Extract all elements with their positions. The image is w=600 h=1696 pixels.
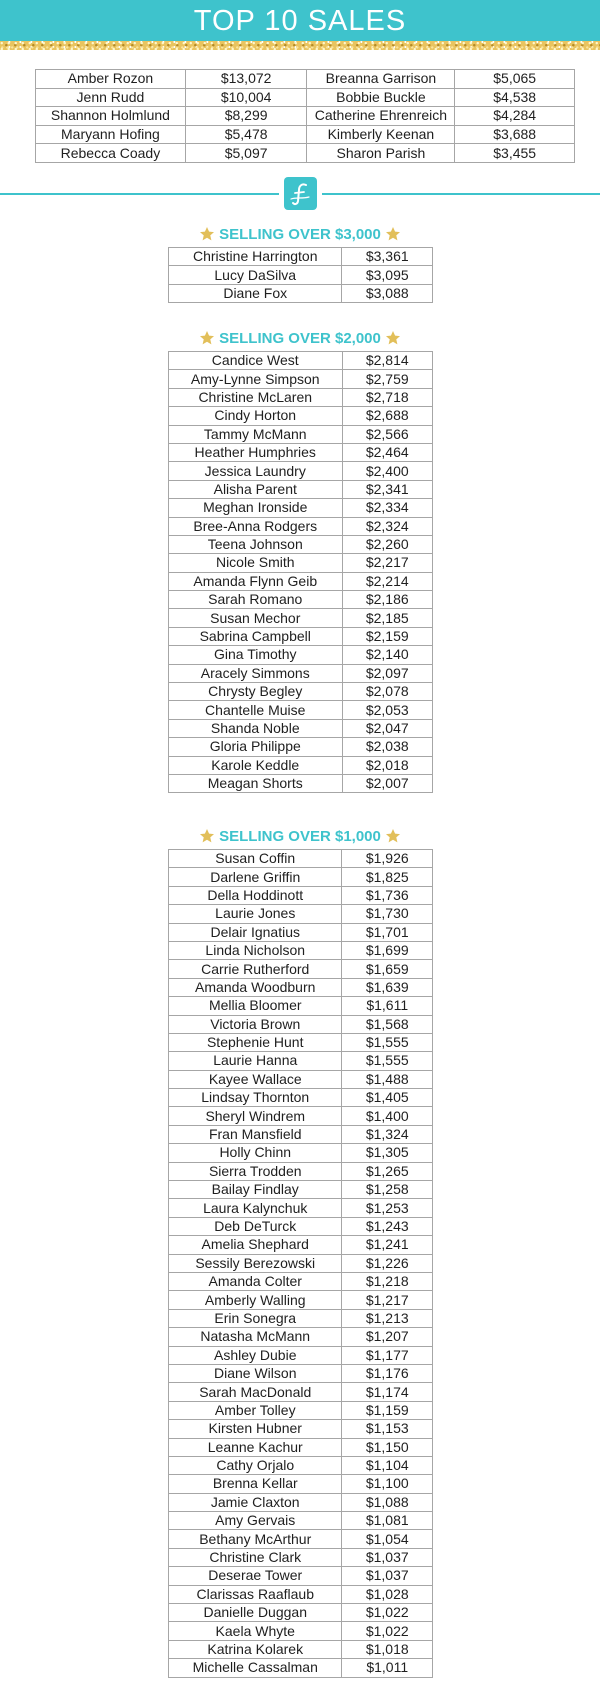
seller-name: Catherine Ehrenreich	[307, 107, 455, 126]
table-row	[169, 1181, 433, 1199]
table-row	[169, 683, 433, 701]
seller-name: Amanda Colter	[169, 1272, 342, 1290]
sales-amount: $2,140	[342, 646, 433, 664]
sales-amount: $1,104	[342, 1456, 433, 1474]
table-row	[169, 1438, 433, 1456]
seller-name: Amber Rozon	[36, 70, 186, 89]
sales-amount: $1,100	[342, 1475, 433, 1493]
seller-name: Clarissas Raaflaub	[169, 1585, 342, 1603]
divider-line-left	[0, 193, 279, 195]
sales-amount: $2,097	[342, 664, 433, 682]
seller-name: Amanda Woodburn	[169, 978, 342, 996]
table-row	[169, 499, 433, 517]
sales-amount: $8,299	[185, 107, 307, 126]
sales-amount: $1,207	[342, 1328, 433, 1346]
sales-amount: $1,555	[342, 1033, 433, 1051]
seller-name: Amy Gervais	[169, 1512, 342, 1530]
sales-amount: $1,177	[342, 1346, 433, 1364]
table-row	[169, 609, 433, 627]
sales-amount: $5,478	[185, 125, 307, 144]
table-row	[169, 554, 433, 572]
table-row	[169, 407, 433, 425]
table-row	[169, 1144, 433, 1162]
seller-name: Leanne Kachur	[169, 1438, 342, 1456]
seller-name: Natasha McMann	[169, 1328, 342, 1346]
sales-amount: $2,007	[342, 774, 433, 792]
sales-amount: $2,053	[342, 701, 433, 719]
seller-name: Lindsay Thornton	[169, 1089, 342, 1107]
seller-name: Christine Harrington	[169, 248, 342, 266]
seller-name: Alisha Parent	[169, 480, 343, 498]
table-row	[169, 850, 433, 868]
sales-amount: $1,218	[342, 1272, 433, 1290]
sales-amount: $1,488	[342, 1070, 433, 1088]
section-heading-selling-over-2-000	[150, 328, 450, 350]
sales-amount: $3,095	[342, 266, 433, 284]
sales-amount: $2,186	[342, 591, 433, 609]
seller-name: Bree-Anna Rodgers	[169, 517, 343, 535]
table-row	[169, 517, 433, 535]
sales-amount: $1,159	[342, 1401, 433, 1419]
table-row	[169, 1070, 433, 1088]
section-title: SELLING OVER $3,000	[219, 226, 381, 243]
sales-amount: $2,400	[342, 462, 433, 480]
table-row	[169, 1493, 433, 1511]
sales-amount: $1,022	[342, 1604, 433, 1622]
seller-name: Michelle Cassalman	[169, 1659, 342, 1677]
seller-name: Meagan Shorts	[169, 774, 343, 792]
seller-name: Susan Coffin	[169, 850, 342, 868]
seller-name: Sarah MacDonald	[169, 1383, 342, 1401]
sales-amount: $1,037	[342, 1548, 433, 1566]
seller-name: Carrie Rutherford	[169, 960, 342, 978]
table-row	[169, 941, 433, 959]
table-row	[169, 774, 433, 792]
table-row	[169, 1383, 433, 1401]
sales-amount: $2,038	[342, 738, 433, 756]
seller-name: Chantelle Muise	[169, 701, 343, 719]
table-row	[169, 646, 433, 664]
sales-table-selling-over-1-000	[168, 849, 433, 1678]
seller-name: Susan Mechor	[169, 609, 343, 627]
star-icon	[199, 226, 215, 242]
table-row	[169, 1640, 433, 1658]
sales-amount: $1,213	[342, 1309, 433, 1327]
seller-name: Darlene Griffin	[169, 868, 342, 886]
table-row	[169, 1401, 433, 1419]
table-row	[169, 923, 433, 941]
sales-amount: $2,718	[342, 388, 433, 406]
seller-name: Bobbie Buckle	[307, 88, 455, 107]
table-row	[169, 1125, 433, 1143]
table-row	[169, 1659, 433, 1677]
seller-name: Bailay Findlay	[169, 1181, 342, 1199]
table-row	[169, 1291, 433, 1309]
seller-name: Maryann Hofing	[36, 125, 186, 144]
star-icon	[385, 330, 401, 346]
sales-amount: $2,159	[342, 627, 433, 645]
table-row	[169, 1254, 433, 1272]
seller-name: Laurie Jones	[169, 905, 342, 923]
table-row	[169, 1272, 433, 1290]
table-row	[169, 480, 433, 498]
seller-name: Brenna Kellar	[169, 1475, 342, 1493]
seller-name: Jessica Laundry	[169, 462, 343, 480]
sales-amount: $1,037	[342, 1567, 433, 1585]
sales-amount: $1,265	[342, 1162, 433, 1180]
seller-name: Tammy McMann	[169, 425, 343, 443]
table-row	[169, 1548, 433, 1566]
sales-amount: $1,217	[342, 1291, 433, 1309]
seller-name: Diane Fox	[169, 284, 342, 302]
sales-amount: $13,072	[185, 70, 307, 89]
table-row	[169, 1346, 433, 1364]
sales-amount: $1,018	[342, 1640, 433, 1658]
seller-name: Fran Mansfield	[169, 1125, 342, 1143]
table-row	[169, 1512, 433, 1530]
seller-name: Breanna Garrison	[307, 70, 455, 89]
seller-name: Christine McLaren	[169, 388, 343, 406]
sales-amount: $1,699	[342, 941, 433, 959]
seller-name: Gloria Philippe	[169, 738, 343, 756]
top-10-sales-table	[35, 69, 575, 163]
sales-amount: $2,185	[342, 609, 433, 627]
seller-name: Ashley Dubie	[169, 1346, 342, 1364]
sales-amount: $5,097	[185, 144, 307, 163]
section-heading-selling-over-1-000	[150, 826, 450, 848]
seller-name: Lucy DaSilva	[169, 266, 342, 284]
seller-name: Cathy Orjalo	[169, 1456, 342, 1474]
table-row	[169, 1033, 433, 1051]
table-row	[169, 1604, 433, 1622]
seller-name: Amy-Lynne Simpson	[169, 370, 343, 388]
seller-name: Candice West	[169, 352, 343, 370]
sales-table-selling-over-3-000	[168, 247, 433, 303]
seller-name: Sheryl Windrem	[169, 1107, 342, 1125]
table-row	[36, 107, 575, 126]
seller-name: Erin Sonegra	[169, 1309, 342, 1327]
sales-amount: $2,688	[342, 407, 433, 425]
sales-amount: $3,361	[342, 248, 433, 266]
table-row	[169, 1475, 433, 1493]
table-row	[169, 1052, 433, 1070]
seller-name: Linda Nicholson	[169, 941, 342, 959]
sales-amount: $2,334	[342, 499, 433, 517]
sales-amount: $1,568	[342, 1015, 433, 1033]
seller-name: Bethany McArthur	[169, 1530, 342, 1548]
seller-name: Nicole Smith	[169, 554, 343, 572]
table-row	[169, 370, 433, 388]
sales-amount: $3,455	[455, 144, 575, 163]
seller-name: Shanda Noble	[169, 719, 343, 737]
seller-name: Rebecca Coady	[36, 144, 186, 163]
seller-name: Cindy Horton	[169, 407, 343, 425]
seller-name: Deb DeTurck	[169, 1217, 342, 1235]
star-icon	[385, 828, 401, 844]
star-icon	[199, 330, 215, 346]
table-row	[169, 1364, 433, 1382]
sales-amount: $1,701	[342, 923, 433, 941]
table-row	[169, 1420, 433, 1438]
seller-name: Teena Johnson	[169, 535, 343, 553]
seller-name: Amber Tolley	[169, 1401, 342, 1419]
seller-name: Kaela Whyte	[169, 1622, 342, 1640]
sales-amount: $1,555	[342, 1052, 433, 1070]
seller-name: Della Hoddinott	[169, 886, 342, 904]
table-row	[36, 88, 575, 107]
table-row	[169, 388, 433, 406]
sales-amount: $1,659	[342, 960, 433, 978]
sales-amount: $2,214	[342, 572, 433, 590]
table-row	[169, 1236, 433, 1254]
table-row	[169, 443, 433, 461]
seller-name: Amberly Walling	[169, 1291, 342, 1309]
table-row	[169, 1567, 433, 1585]
table-row	[169, 1309, 433, 1327]
seller-name: Sierra Trodden	[169, 1162, 342, 1180]
sales-amount: $2,341	[342, 480, 433, 498]
sales-amount: $1,639	[342, 978, 433, 996]
table-row	[169, 905, 433, 923]
table-row	[169, 664, 433, 682]
sales-amount: $1,305	[342, 1144, 433, 1162]
table-row	[169, 868, 433, 886]
sales-amount: $2,047	[342, 719, 433, 737]
table-row	[169, 1217, 433, 1235]
seller-name: Victoria Brown	[169, 1015, 342, 1033]
sales-amount: $1,176	[342, 1364, 433, 1382]
sales-amount: $2,464	[342, 443, 433, 461]
table-row	[169, 1015, 433, 1033]
section-title: SELLING OVER $1,000	[219, 828, 381, 845]
table-row	[169, 1622, 433, 1640]
seller-name: Shannon Holmlund	[36, 107, 186, 126]
table-row	[169, 352, 433, 370]
sales-amount: $2,018	[342, 756, 433, 774]
table-row	[36, 70, 575, 89]
sales-amount: $1,028	[342, 1585, 433, 1603]
seller-name: Kayee Wallace	[169, 1070, 342, 1088]
sales-amount: $1,243	[342, 1217, 433, 1235]
sales-amount: $2,078	[342, 683, 433, 701]
sales-amount: $4,284	[455, 107, 575, 126]
seller-name: Danielle Duggan	[169, 1604, 342, 1622]
sales-amount: $1,611	[342, 997, 433, 1015]
sales-amount: $1,088	[342, 1493, 433, 1511]
seller-name: Laura Kalynchuk	[169, 1199, 342, 1217]
seller-name: Heather Humphries	[169, 443, 343, 461]
sales-amount: $1,153	[342, 1420, 433, 1438]
table-row	[169, 535, 433, 553]
table-row	[169, 1530, 433, 1548]
sales-amount: $10,004	[185, 88, 307, 107]
sales-amount: $1,324	[342, 1125, 433, 1143]
sales-amount: $3,088	[342, 284, 433, 302]
sales-amount: $1,054	[342, 1530, 433, 1548]
sales-amount: $1,730	[342, 905, 433, 923]
sales-amount: $1,011	[342, 1659, 433, 1677]
table-row	[169, 425, 433, 443]
seller-name: Christine Clark	[169, 1548, 342, 1566]
sales-amount: $1,405	[342, 1089, 433, 1107]
sales-amount: $2,324	[342, 517, 433, 535]
seller-name: Amanda Flynn Geib	[169, 572, 343, 590]
divider-line-right	[322, 193, 600, 195]
sales-amount: $1,174	[342, 1383, 433, 1401]
table-row	[169, 591, 433, 609]
table-row	[169, 627, 433, 645]
table-row	[169, 1162, 433, 1180]
sales-amount: $2,566	[342, 425, 433, 443]
sales-amount: $2,260	[342, 535, 433, 553]
seller-name: Gina Timothy	[169, 646, 343, 664]
table-row	[169, 1199, 433, 1217]
sales-amount: $2,759	[342, 370, 433, 388]
sales-amount: $1,226	[342, 1254, 433, 1272]
table-row	[169, 701, 433, 719]
seller-name: Jamie Claxton	[169, 1493, 342, 1511]
script-f-logo-icon	[284, 177, 317, 210]
table-row	[169, 1456, 433, 1474]
sales-amount: $1,241	[342, 1236, 433, 1254]
table-row	[169, 1107, 433, 1125]
seller-name: Holly Chinn	[169, 1144, 342, 1162]
table-row	[169, 266, 433, 284]
table-row	[169, 1328, 433, 1346]
sales-amount: $1,022	[342, 1622, 433, 1640]
seller-name: Jenn Rudd	[36, 88, 186, 107]
sales-amount: $2,814	[342, 352, 433, 370]
table-row	[36, 144, 575, 163]
section-title: SELLING OVER $2,000	[219, 330, 381, 347]
seller-name: Kimberly Keenan	[307, 125, 455, 144]
sales-amount: $5,065	[455, 70, 575, 89]
section-heading-selling-over-3-000	[150, 224, 450, 246]
seller-name: Diane Wilson	[169, 1364, 342, 1382]
table-row	[169, 572, 433, 590]
seller-name: Meghan Ironside	[169, 499, 343, 517]
sales-amount: $1,081	[342, 1512, 433, 1530]
gold-glitter-divider	[0, 41, 600, 50]
star-icon	[199, 828, 215, 844]
sales-table-selling-over-2-000	[168, 351, 433, 793]
seller-name: Katrina Kolarek	[169, 1640, 342, 1658]
star-icon	[385, 226, 401, 242]
sales-amount: $1,400	[342, 1107, 433, 1125]
table-row	[169, 997, 433, 1015]
seller-name: Sessily Berezowski	[169, 1254, 342, 1272]
table-row	[169, 462, 433, 480]
seller-name: Laurie Hanna	[169, 1052, 342, 1070]
seller-name: Karole Keddle	[169, 756, 343, 774]
table-row	[169, 738, 433, 756]
seller-name: Mellia Bloomer	[169, 997, 342, 1015]
seller-name: Kirsten Hubner	[169, 1420, 342, 1438]
sales-amount: $1,150	[342, 1438, 433, 1456]
seller-name: Sabrina Campbell	[169, 627, 343, 645]
sales-amount: $4,538	[455, 88, 575, 107]
table-row	[169, 248, 433, 266]
seller-name: Aracely Simmons	[169, 664, 343, 682]
table-row	[169, 960, 433, 978]
sales-amount: $1,736	[342, 886, 433, 904]
sales-amount: $1,825	[342, 868, 433, 886]
seller-name: Stephenie Hunt	[169, 1033, 342, 1051]
page-title: TOP 10 SALES	[193, 5, 407, 37]
seller-name: Deserae Tower	[169, 1567, 342, 1585]
table-row	[169, 284, 433, 302]
table-row	[169, 978, 433, 996]
sales-amount: $3,688	[455, 125, 575, 144]
table-row	[169, 1585, 433, 1603]
seller-name: Amelia Shephard	[169, 1236, 342, 1254]
table-row	[36, 125, 575, 144]
sales-amount: $1,253	[342, 1199, 433, 1217]
seller-name: Delair Ignatius	[169, 923, 342, 941]
table-row	[169, 1089, 433, 1107]
table-row	[169, 756, 433, 774]
sales-amount: $2,217	[342, 554, 433, 572]
table-row	[169, 886, 433, 904]
seller-name: Sharon Parish	[307, 144, 455, 163]
table-row	[169, 719, 433, 737]
sales-amount: $1,258	[342, 1181, 433, 1199]
seller-name: Sarah Romano	[169, 591, 343, 609]
seller-name: Chrysty Begley	[169, 683, 343, 701]
sales-amount: $1,926	[342, 850, 433, 868]
